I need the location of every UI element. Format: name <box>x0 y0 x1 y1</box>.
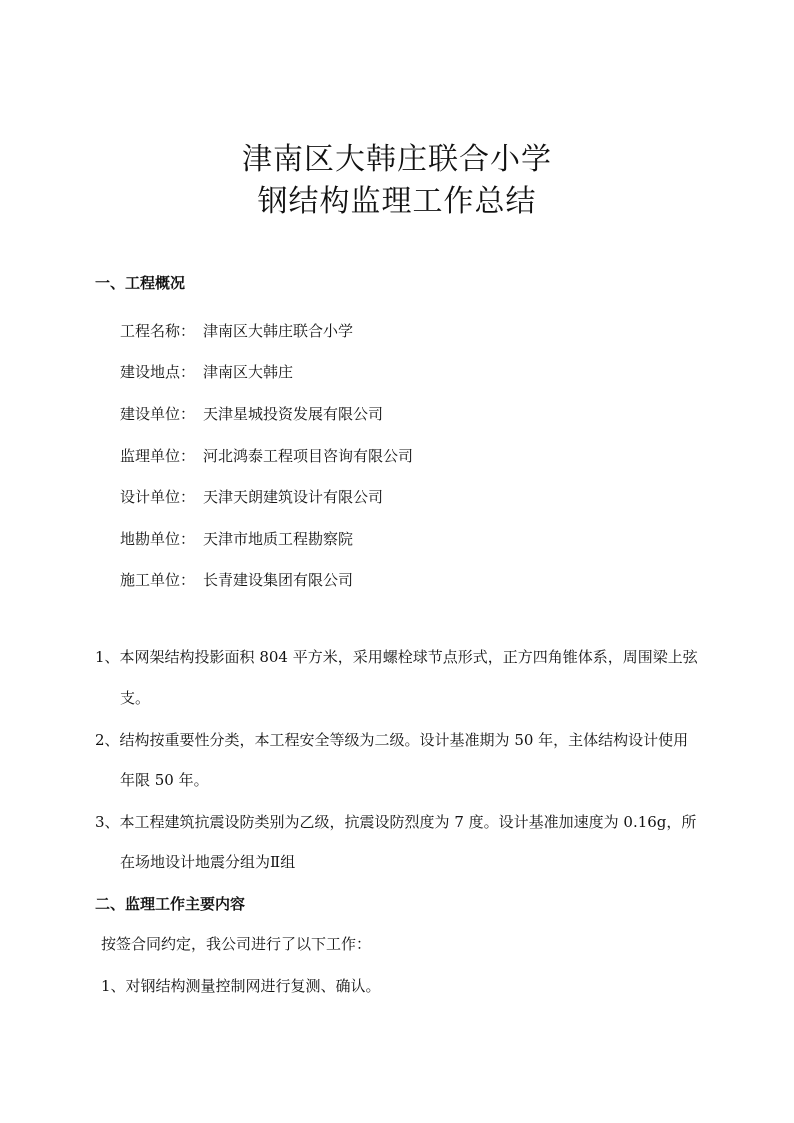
overview-row-owner <box>120 393 720 435</box>
document-title-line1: 津南区大韩庄联合小学 <box>242 142 552 177</box>
overview-label: 地勘单位： <box>120 529 196 548</box>
overview-label: 工程名称： <box>120 321 196 340</box>
overview-value: 津南区大韩庄 <box>203 363 294 382</box>
overview-label: 设计单位： <box>120 488 196 507</box>
overview-label: 施工单位： <box>120 571 196 590</box>
paragraph-item-3: 3、本工程建筑抗震设防类别为乙级，抗震设防烈度为 7 度。设计基准加速度为 0.16g，所 <box>95 813 697 831</box>
overview-row-project-name <box>120 310 720 352</box>
overview-value: 长青建设集团有限公司 <box>203 571 354 590</box>
paragraph-work-item-1: 1、对钢结构测量控制网进行复测、确认。 <box>101 977 381 995</box>
overview-label: 建设地点： <box>120 363 196 382</box>
overview-label: 建设单位： <box>120 404 196 423</box>
paragraph-item-1: 1、本网架结构投影面积 804 平方米，采用螺栓球节点形式，正方四角锥体系，周围梁上弦 <box>95 648 698 666</box>
overview-value: 津南区大韩庄联合小学 <box>203 321 354 340</box>
document-title-line2: 钢结构监理工作总结 <box>257 184 537 219</box>
section-heading-overview: 一、工程概况 <box>95 274 186 292</box>
paragraph-intro: 按签合同约定，我公司进行了以下工作： <box>101 935 372 953</box>
overview-value: 河北鸿泰工程项目咨询有限公司 <box>203 446 414 465</box>
overview-row-survey <box>120 518 720 560</box>
section-heading-work-content: 二、监理工作主要内容 <box>95 895 246 913</box>
overview-value: 天津天朗建筑设计有限公司 <box>203 488 384 507</box>
paragraph-item-3-continued: 在场地设计地震分组为Ⅱ组 <box>120 853 296 871</box>
overview-row-location <box>120 352 720 394</box>
overview-value: 天津星城投资发展有限公司 <box>203 404 384 423</box>
paragraph-item-1-continued: 支。 <box>120 689 151 707</box>
paragraph-item-2: 2、结构按重要性分类，本工程安全等级为二级。设计基准期为 50 年，主体结构设计使用 <box>95 731 689 749</box>
overview-value: 天津市地质工程勘察院 <box>203 529 354 548</box>
overview-row-contractor <box>120 560 720 602</box>
overview-label: 监理单位： <box>120 446 196 465</box>
overview-row-supervisor <box>120 435 720 477</box>
paragraph-item-2-continued: 年限 50 年。 <box>120 771 209 789</box>
overview-row-designer <box>120 476 720 518</box>
project-overview-list <box>120 310 720 601</box>
